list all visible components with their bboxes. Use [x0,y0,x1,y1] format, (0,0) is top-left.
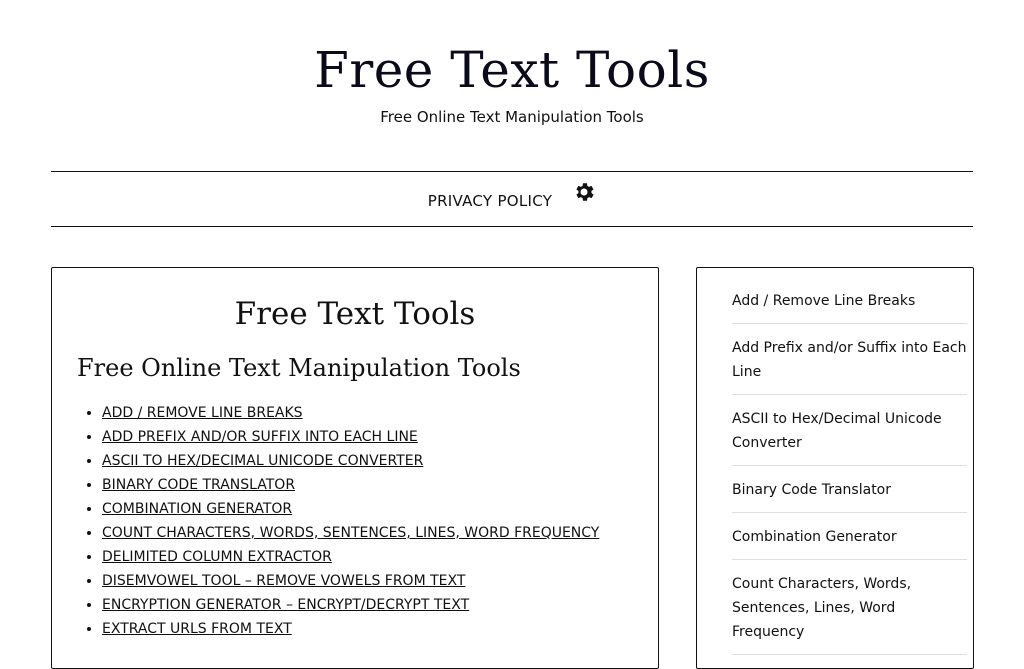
tool-link[interactable]: ADD / REMOVE LINE BREAKS [102,405,303,421]
tool-link[interactable]: ASCII TO HEX/DECIMAL UNICODE CONVERTER [102,453,424,469]
tool-list [102,401,599,641]
list-item [102,617,599,641]
site-title[interactable]: Free Text Tools [314,41,710,99]
tool-link[interactable]: COMBINATION GENERATOR [102,501,293,517]
list-item [102,473,599,497]
list-item [102,449,599,473]
tool-link[interactable]: DISEMVOWEL TOOL – REMOVE VOWELS FROM TEXT [102,573,466,589]
tool-link[interactable]: ADD PREFIX AND/OR SUFFIX INTO EACH LINE [102,429,418,445]
sidebar-item[interactable]: Combination Generator [732,524,967,560]
list-item [102,401,599,425]
gear-icon[interactable] [572,180,596,204]
sidebar-item[interactable]: ASCII to Hex/Decimal Unicode Converter [732,406,967,466]
page-title: Free Text Tools [234,296,476,332]
list-item [102,497,599,521]
tool-link[interactable]: EXTRACT URLS FROM TEXT [102,621,292,637]
tool-link[interactable]: ENCRYPTION GENERATOR – ENCRYPT/DECRYPT TEXT [102,597,470,613]
sidebar-item[interactable]: Add Prefix and/or Suffix into Each Line [732,335,967,395]
list-item [102,425,599,449]
main-content [51,267,659,669]
page-subtitle: Free Online Text Manipulation Tools [77,354,521,382]
nav-privacy-policy[interactable]: PRIVACY POLICY [427,192,553,210]
tool-link[interactable]: BINARY CODE TRANSLATOR [102,477,296,493]
sidebar-item[interactable]: Add / Remove Line Breaks [732,288,967,324]
list-item [102,521,599,545]
site-tagline: Free Online Text Manipulation Tools [380,108,644,126]
list-item [102,593,599,617]
tool-link[interactable]: COUNT CHARACTERS, WORDS, SENTENCES, LINES, WORD FREQUENCY [102,525,600,541]
list-item [102,545,599,569]
main-nav [51,171,973,227]
tool-link[interactable]: DELIMITED COLUMN EXTRACTOR [102,549,332,565]
sidebar [696,267,974,669]
list-item [102,569,599,593]
sidebar-item[interactable]: Binary Code Translator [732,477,967,513]
sidebar-list [732,288,967,666]
sidebar-item[interactable]: Count Characters, Words, Sentences, Lines, Word Frequency [732,571,967,655]
